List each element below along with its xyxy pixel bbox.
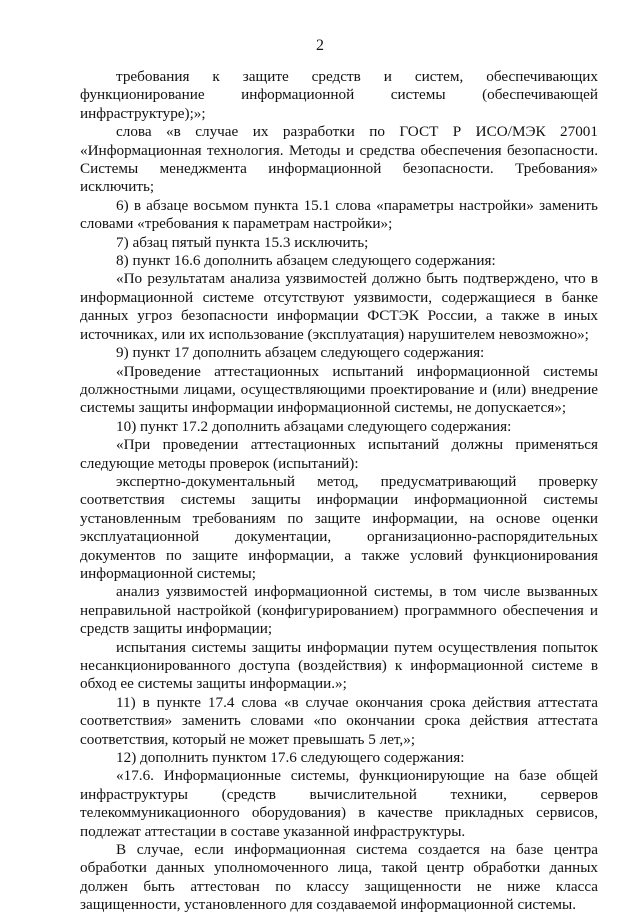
paragraph-7: 9) пункт 17 дополнить абзацем следующего содержания: <box>116 344 485 362</box>
paragraph-10: «При проведении аттестационных испытаний должны применяться следующие методы проверок (испытаний): <box>80 436 598 472</box>
paragraph-13: испытания системы защиты информации путем осуществления попыток несанкционированного доступа (воздействия) к информационной системе в обход ее системы защиты информации.»; <box>80 638 598 693</box>
document-body <box>80 68 598 915</box>
paragraph-16: «17.6. Информационные системы, функционирующие на базе общей инфраструктуры (средств вычислительной техники, серверов телекоммуникационного оборудования) в качестве прикладных сервисов, подлежат аттестации в составе указанной инфраструктуры. <box>80 767 598 840</box>
paragraph-5: 8) пункт 16.6 дополнить абзацем следующего содержания: <box>116 252 496 270</box>
page-number: 2 <box>316 37 324 54</box>
paragraph-15: 12) дополнить пунктом 17.6 следующего содержания: <box>116 749 465 767</box>
paragraph-4: 7) абзац пятый пункта 15.3 исключить; <box>116 233 369 251</box>
paragraph-6: «По результатам анализа уязвимостей должно быть подтверждено, что в информационной системе отсутствуют уязвимости, содержащиеся в банке данных угроз безопасности информации ФСТЭК России, а также в иных источниках, или их использование (эксплуатация) нарушителем невозможно»; <box>80 270 598 343</box>
paragraph-8: «Проведение аттестационных испытаний информационной системы должностными лицами, осуществляющими проектирование и (или) внедрение системы защиты информации информационной системы, не допускается»; <box>80 362 598 417</box>
paragraph-2: слова «в случае их разработки по ГОСТ Р ИСО/МЭК 27001 «Информационная технология. Методы и средства обеспечения безопасности. Системы менеджмента информационной безопасности. Требования» исключить; <box>80 123 598 196</box>
paragraph-1: требования к защите средств и систем, обеспечивающих функционирование информационной системы (обеспечивающей инфраструктуре);»; <box>80 68 598 122</box>
paragraph-11: экспертно-документальный метод, предусматривающий проверку соответствия системы защиты информации информационной системы установленным требованиям по защите информации, на основе оценки эксплуатационной документации, организационно-распорядительных документов по защите информации, а также условий функционирования информационной системы; <box>80 472 598 582</box>
paragraph-12: анализ уязвимостей информационной системы, в том числе вызванных неправильной настройкой (конфигурированием) программного обеспечения и средств защиты информации; <box>80 583 598 638</box>
paragraph-9: 10) пункт 17.2 дополнить абзацами следующего содержания: <box>116 417 512 435</box>
paragraph-3: 6) в абзаце восьмом пункта 15.1 слова «параметры настройки» заменить словами «требования к параметрам настройки»; <box>80 196 598 233</box>
paragraph-17: В случае, если информационная система создается на базе центра обработки данных уполномоченного лица, такой центр обработки данных должен быть аттестован по классу защищенности не ниже класса защищенности, установленного для создаваемой информационной системы. <box>80 841 598 914</box>
paragraph-14: 11) в пункте 17.4 слова «в случае окончания срока действия аттестата соответствия» заменить словами «по окончании срока действия аттестата соответствия, который не может превышать 5 лет,»; <box>80 693 598 748</box>
